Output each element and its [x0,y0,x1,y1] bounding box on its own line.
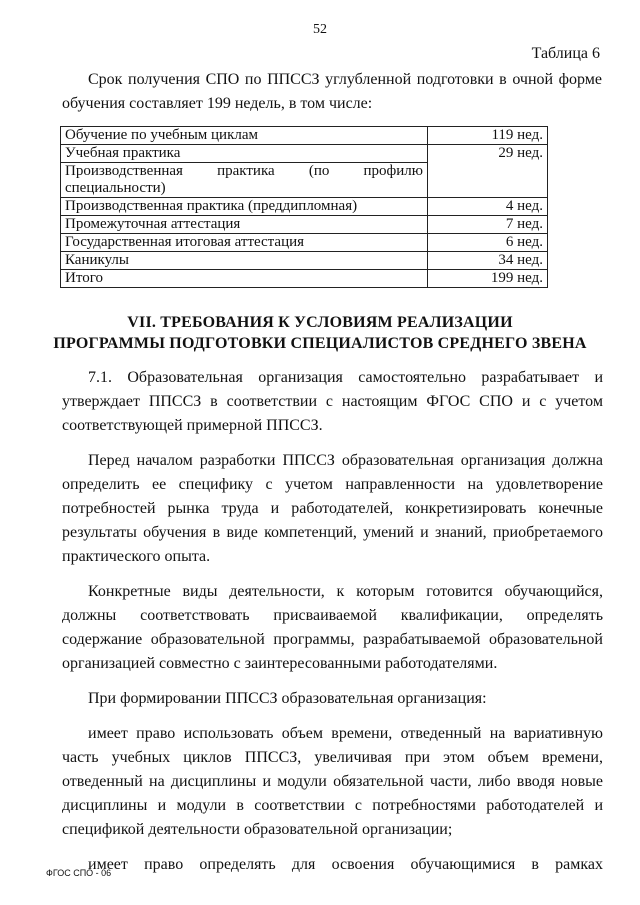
table-row [61,216,548,234]
row-label: Каникулы [61,252,428,270]
row-label: Обучение по учебным циклам [61,127,428,145]
section-heading [0,312,640,354]
section-heading-line-2: ПРОГРАММЫ ПОДГОТОВКИ СПЕЦИАЛИСТОВ СРЕДНЕГО ЗВЕНА [53,335,587,352]
body-text [62,366,603,877]
paragraph: Перед началом разработки ППССЗ образовательная организация должна определить ее специфику с учетом направленности на удовлетворение потребностей рынка труда и работодателей, конкретизировать конечные результаты обучения в виде компетенций, умений и знаний, приобретаемого практического опыта. [62,452,603,565]
row-label: Производственная практика (преддипломная) [61,198,428,216]
paragraph: Конкретные виды деятельности, к которым готовится обучающийся, должны соответствовать присваиваемой квалификации, определять содержание образовательной программы, разрабатываемой образовательной организацией совместно с заинтересованными работодателями. [62,583,603,672]
table-row [61,234,548,252]
row-label: Промежуточная аттестация [61,216,428,234]
intro-paragraph: Срок получения СПО по ППССЗ углубленной подготовки в очной форме обучения составляет 199 недель, в том числе: [62,71,602,112]
row-label: Учебная практика [61,145,428,163]
row-value: 6 нед. [428,234,548,252]
page-number: 52 [313,22,327,37]
paragraph: При формировании ППССЗ образовательная организация: [88,690,487,707]
row-value: 7 нед. [428,216,548,234]
table-row [61,252,548,270]
table-caption: Таблица 6 [531,45,600,62]
row-label: Государственная итоговая аттестация [61,234,428,252]
paragraph: имеет право определять для освоения обучающимися в рамках [88,856,603,873]
table-row [61,145,548,163]
row-value: 119 нед. [428,127,548,145]
row-value: 29 нед. [428,145,548,198]
table-row [61,198,548,216]
row-value: 34 нед. [428,252,548,270]
row-value: 4 нед. [428,198,548,216]
table-row [61,127,548,145]
row-label: Итого [61,270,428,288]
section-heading-line-1: VII. ТРЕБОВАНИЯ К УСЛОВИЯМ РЕАЛИЗАЦИИ [127,314,513,331]
paragraph: имеет право использовать объем времени, отведенный на вариативную часть учебных циклов ППССЗ, увеличивая при этом объем времени, отведенный на дисциплины и модули обязательной части, либо вводя новые дисциплины и модули в соответствии с потребностями работодателей и спецификой деятельности образовательной организации; [62,725,603,838]
footer-label: ФГОС СПО - 06 [46,868,112,878]
row-value: 199 нед. [428,270,548,288]
study-weeks-table [60,126,548,288]
row-label: Производственная практика (по профилю специальности) [61,163,428,198]
table-row [61,270,548,288]
paragraph: 7.1. Образовательная организация самостоятельно разрабатывает и утверждает ППССЗ в соответствии с настоящим ФГОС СПО и с учетом соответствующей примерной ППССЗ. [62,369,603,434]
